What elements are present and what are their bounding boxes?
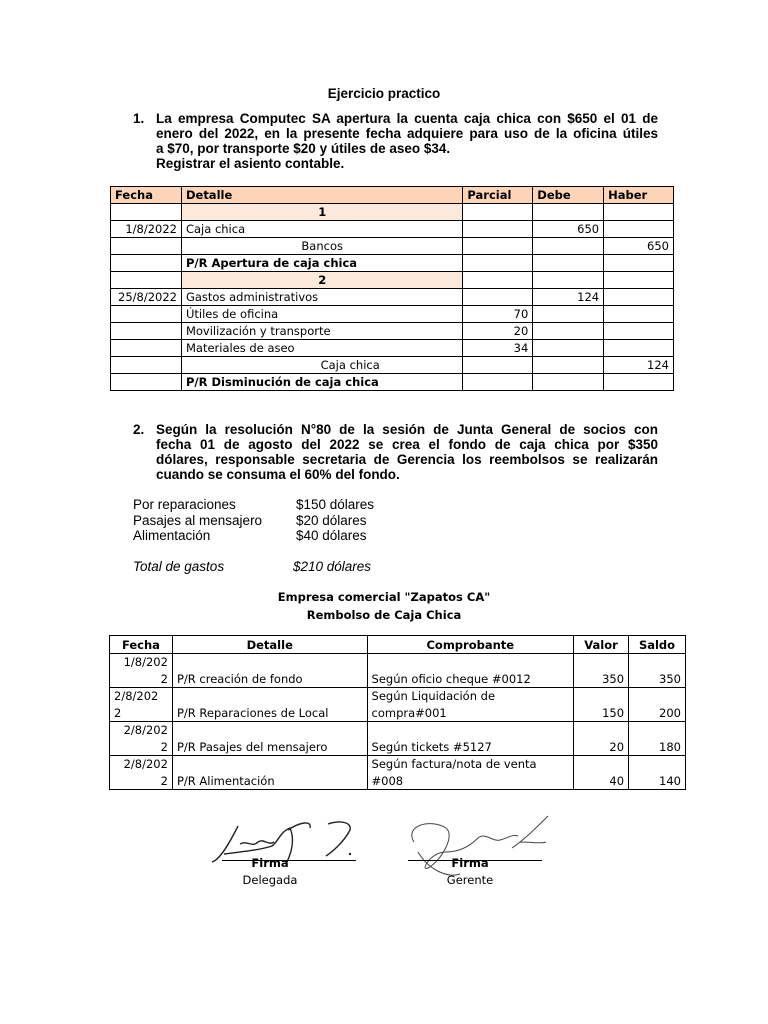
cell-detalle: Bancos <box>181 238 462 255</box>
cell-debe <box>533 374 604 391</box>
exercise-2-number: 2. <box>133 422 145 437</box>
table-row <box>111 272 674 289</box>
fecha-line: 2/8/202 <box>123 723 168 737</box>
list-item <box>133 497 374 513</box>
cell-debe: 124 <box>533 289 604 306</box>
exercise-2-line: Según la resolución N°80 de la sesión de Junta General de socios con <box>156 422 658 437</box>
cell-debe <box>533 357 604 374</box>
cell-detalle: P/R Alimentación <box>172 756 367 790</box>
cell-parcial: 20 <box>463 323 533 340</box>
header-valor: Valor <box>574 636 629 654</box>
cell-haber: 124 <box>604 357 674 374</box>
reimbursement-header-row <box>110 636 686 654</box>
cell-fecha <box>111 255 182 272</box>
comprobante-line: Según factura/nota de venta #008 <box>371 757 537 788</box>
signature-label-delegada: Firma <box>251 856 289 870</box>
header-fecha: Fecha <box>110 636 173 654</box>
table-row <box>111 357 674 374</box>
cell-parcial: 70 <box>463 306 533 323</box>
cell-parcial <box>463 238 533 255</box>
cell-comprobante <box>367 688 574 722</box>
table-row <box>111 289 674 306</box>
header-comprobante: Comprobante <box>367 636 574 654</box>
cell-detalle: Materiales de aseo <box>181 340 462 357</box>
cell-parcial <box>463 221 533 238</box>
cell-detalle: P/R creación de fondo <box>172 654 367 688</box>
cell-comprobante <box>367 722 574 756</box>
cell-parcial <box>463 255 533 272</box>
cell-fecha <box>111 306 182 323</box>
cell-detalle: P/R Apertura de caja chica <box>181 255 462 272</box>
cell-parcial <box>463 289 533 306</box>
total-label: Total de gastos <box>133 559 225 574</box>
cell-debe <box>533 340 604 357</box>
table-row <box>110 722 686 756</box>
header-detalle: Detalle <box>172 636 367 654</box>
header-haber: Haber <box>604 187 674 204</box>
list-item <box>133 513 374 529</box>
fecha-line: 2 <box>114 705 122 720</box>
cell-debe <box>533 255 604 272</box>
cell-fecha <box>111 238 182 255</box>
table-row <box>111 323 674 340</box>
table-row <box>111 306 674 323</box>
exercise-1-line: a $70, por transporte $20 y útiles de aseo $34. <box>156 141 451 156</box>
cell-valor: 20 <box>574 722 629 756</box>
fecha-line: 2 <box>160 739 168 754</box>
fecha-line: 2 <box>160 773 168 788</box>
exercise-1-line: enero del 2022, en la presente fecha adquiere para uso de la oficina útiles <box>156 126 658 141</box>
entry-number: 2 <box>181 272 462 289</box>
fecha-line: 2/8/202 <box>114 689 159 703</box>
table-row <box>111 340 674 357</box>
table-row <box>111 221 674 238</box>
cell-fecha <box>110 688 173 722</box>
expense-label: Alimentación <box>133 528 211 543</box>
entry-number: 1 <box>181 204 462 221</box>
page-title: Ejercicio practico <box>327 86 441 101</box>
fecha-line: 1/8/202 <box>123 655 168 669</box>
fecha-line: 2 <box>160 671 168 686</box>
cell-fecha <box>110 654 173 688</box>
cell-debe <box>533 238 604 255</box>
cell-comprobante <box>367 756 574 790</box>
exercise-1-number: 1. <box>133 111 145 126</box>
cell-parcial <box>463 272 533 289</box>
cell-fecha <box>111 340 182 357</box>
table-row <box>110 688 686 722</box>
cell-fecha: 1/8/2022 <box>111 221 182 238</box>
cell-fecha <box>111 323 182 340</box>
comprobante-line: Según tickets #5127 <box>371 739 492 754</box>
cell-parcial <box>463 374 533 391</box>
total-value: $210 dólares <box>293 559 372 574</box>
list-item <box>133 528 374 544</box>
exercise-2-line: cuando se consuma el 60% del fondo. <box>156 467 400 482</box>
cell-haber <box>604 340 674 357</box>
exercise-1-line: La empresa Computec SA apertura la cuenta caja chica con $650 el 01 de <box>156 111 658 126</box>
header-parcial: Parcial <box>463 187 533 204</box>
cell-detalle: Movilización y transporte <box>181 323 462 340</box>
cell-detalle: P/R Disminución de caja chica <box>181 374 462 391</box>
cell-fecha <box>111 374 182 391</box>
cell-fecha <box>111 357 182 374</box>
journal-table <box>110 186 674 391</box>
cell-parcial <box>463 204 533 221</box>
table-row <box>111 255 674 272</box>
cell-parcial <box>463 357 533 374</box>
table-row <box>111 204 674 221</box>
cell-detalle: Caja chica <box>181 357 462 374</box>
cell-detalle: Útiles de oficina <box>181 306 462 323</box>
cell-haber <box>604 323 674 340</box>
cell-debe <box>533 306 604 323</box>
fecha-line: 2/8/202 <box>123 757 168 771</box>
cell-fecha: 25/8/2022 <box>111 289 182 306</box>
header-detalle: Detalle <box>181 187 462 204</box>
cell-comprobante <box>367 654 574 688</box>
cell-haber <box>604 255 674 272</box>
cell-valor: 40 <box>574 756 629 790</box>
exercise-1-text <box>156 111 658 171</box>
cell-saldo: 200 <box>629 688 686 722</box>
cell-debe <box>533 272 604 289</box>
cell-fecha <box>111 204 182 221</box>
table-row <box>110 654 686 688</box>
cell-parcial: 34 <box>463 340 533 357</box>
table-row <box>111 238 674 255</box>
expense-value: $20 dólares <box>296 512 367 528</box>
cell-detalle: Caja chica <box>181 221 462 238</box>
cell-debe: 650 <box>533 221 604 238</box>
expense-label: Por reparaciones <box>133 497 236 512</box>
journal-header-row <box>111 187 674 204</box>
cell-detalle: P/R Pasajes del mensajero <box>172 722 367 756</box>
cell-valor: 150 <box>574 688 629 722</box>
cell-haber <box>604 374 674 391</box>
header-fecha: Fecha <box>111 187 182 204</box>
cell-detalle: Gastos administrativos <box>181 289 462 306</box>
cell-haber <box>604 272 674 289</box>
table-row <box>111 374 674 391</box>
expense-value: $150 dólares <box>296 497 375 512</box>
cell-saldo: 350 <box>629 654 686 688</box>
cell-haber <box>604 306 674 323</box>
cell-fecha <box>111 272 182 289</box>
table-row <box>110 756 686 790</box>
cell-fecha <box>110 722 173 756</box>
comprobante-line: Según oficio cheque #0012 <box>371 671 531 686</box>
comprobante-line: compra#001 <box>371 705 447 720</box>
signature-label-gerente: Firma <box>451 856 489 870</box>
header-saldo: Saldo <box>629 636 686 654</box>
cell-haber <box>604 204 674 221</box>
cell-saldo: 180 <box>629 722 686 756</box>
cell-haber <box>604 221 674 238</box>
cell-haber <box>604 289 674 306</box>
exercise-2-line: dólares, responsable secretaria de Gerencia los reembolsos se realizarán <box>156 452 658 467</box>
expense-label: Pasajes al mensajero <box>133 512 263 528</box>
cell-detalle: P/R Reparaciones de Local <box>172 688 367 722</box>
cell-saldo: 140 <box>629 756 686 790</box>
exercise-1-line: Registrar el asiento contable. <box>156 156 345 171</box>
total-expenses <box>133 559 371 575</box>
expense-list <box>133 497 374 544</box>
cell-valor: 350 <box>574 654 629 688</box>
company-name: Empresa comercial "Zapatos CA" <box>277 590 491 604</box>
table-subtitle: Rembolso de Caja Chica <box>306 608 462 622</box>
cell-fecha <box>110 756 173 790</box>
signature-role-gerente: Gerente <box>446 873 494 887</box>
expense-value: $40 dólares <box>296 528 367 543</box>
exercise-2-line: fecha 01 de agosto del 2022 se crea el fondo de caja chica por $350 <box>156 437 658 452</box>
exercise-2-text <box>156 422 658 482</box>
signature-role-delegada: Delegada <box>242 873 298 887</box>
comprobante-line: Según Liquidación de <box>371 689 496 703</box>
reimbursement-table <box>109 635 686 790</box>
cell-haber: 650 <box>604 238 674 255</box>
cell-debe <box>533 323 604 340</box>
cell-debe <box>533 204 604 221</box>
header-debe: Debe <box>533 187 604 204</box>
